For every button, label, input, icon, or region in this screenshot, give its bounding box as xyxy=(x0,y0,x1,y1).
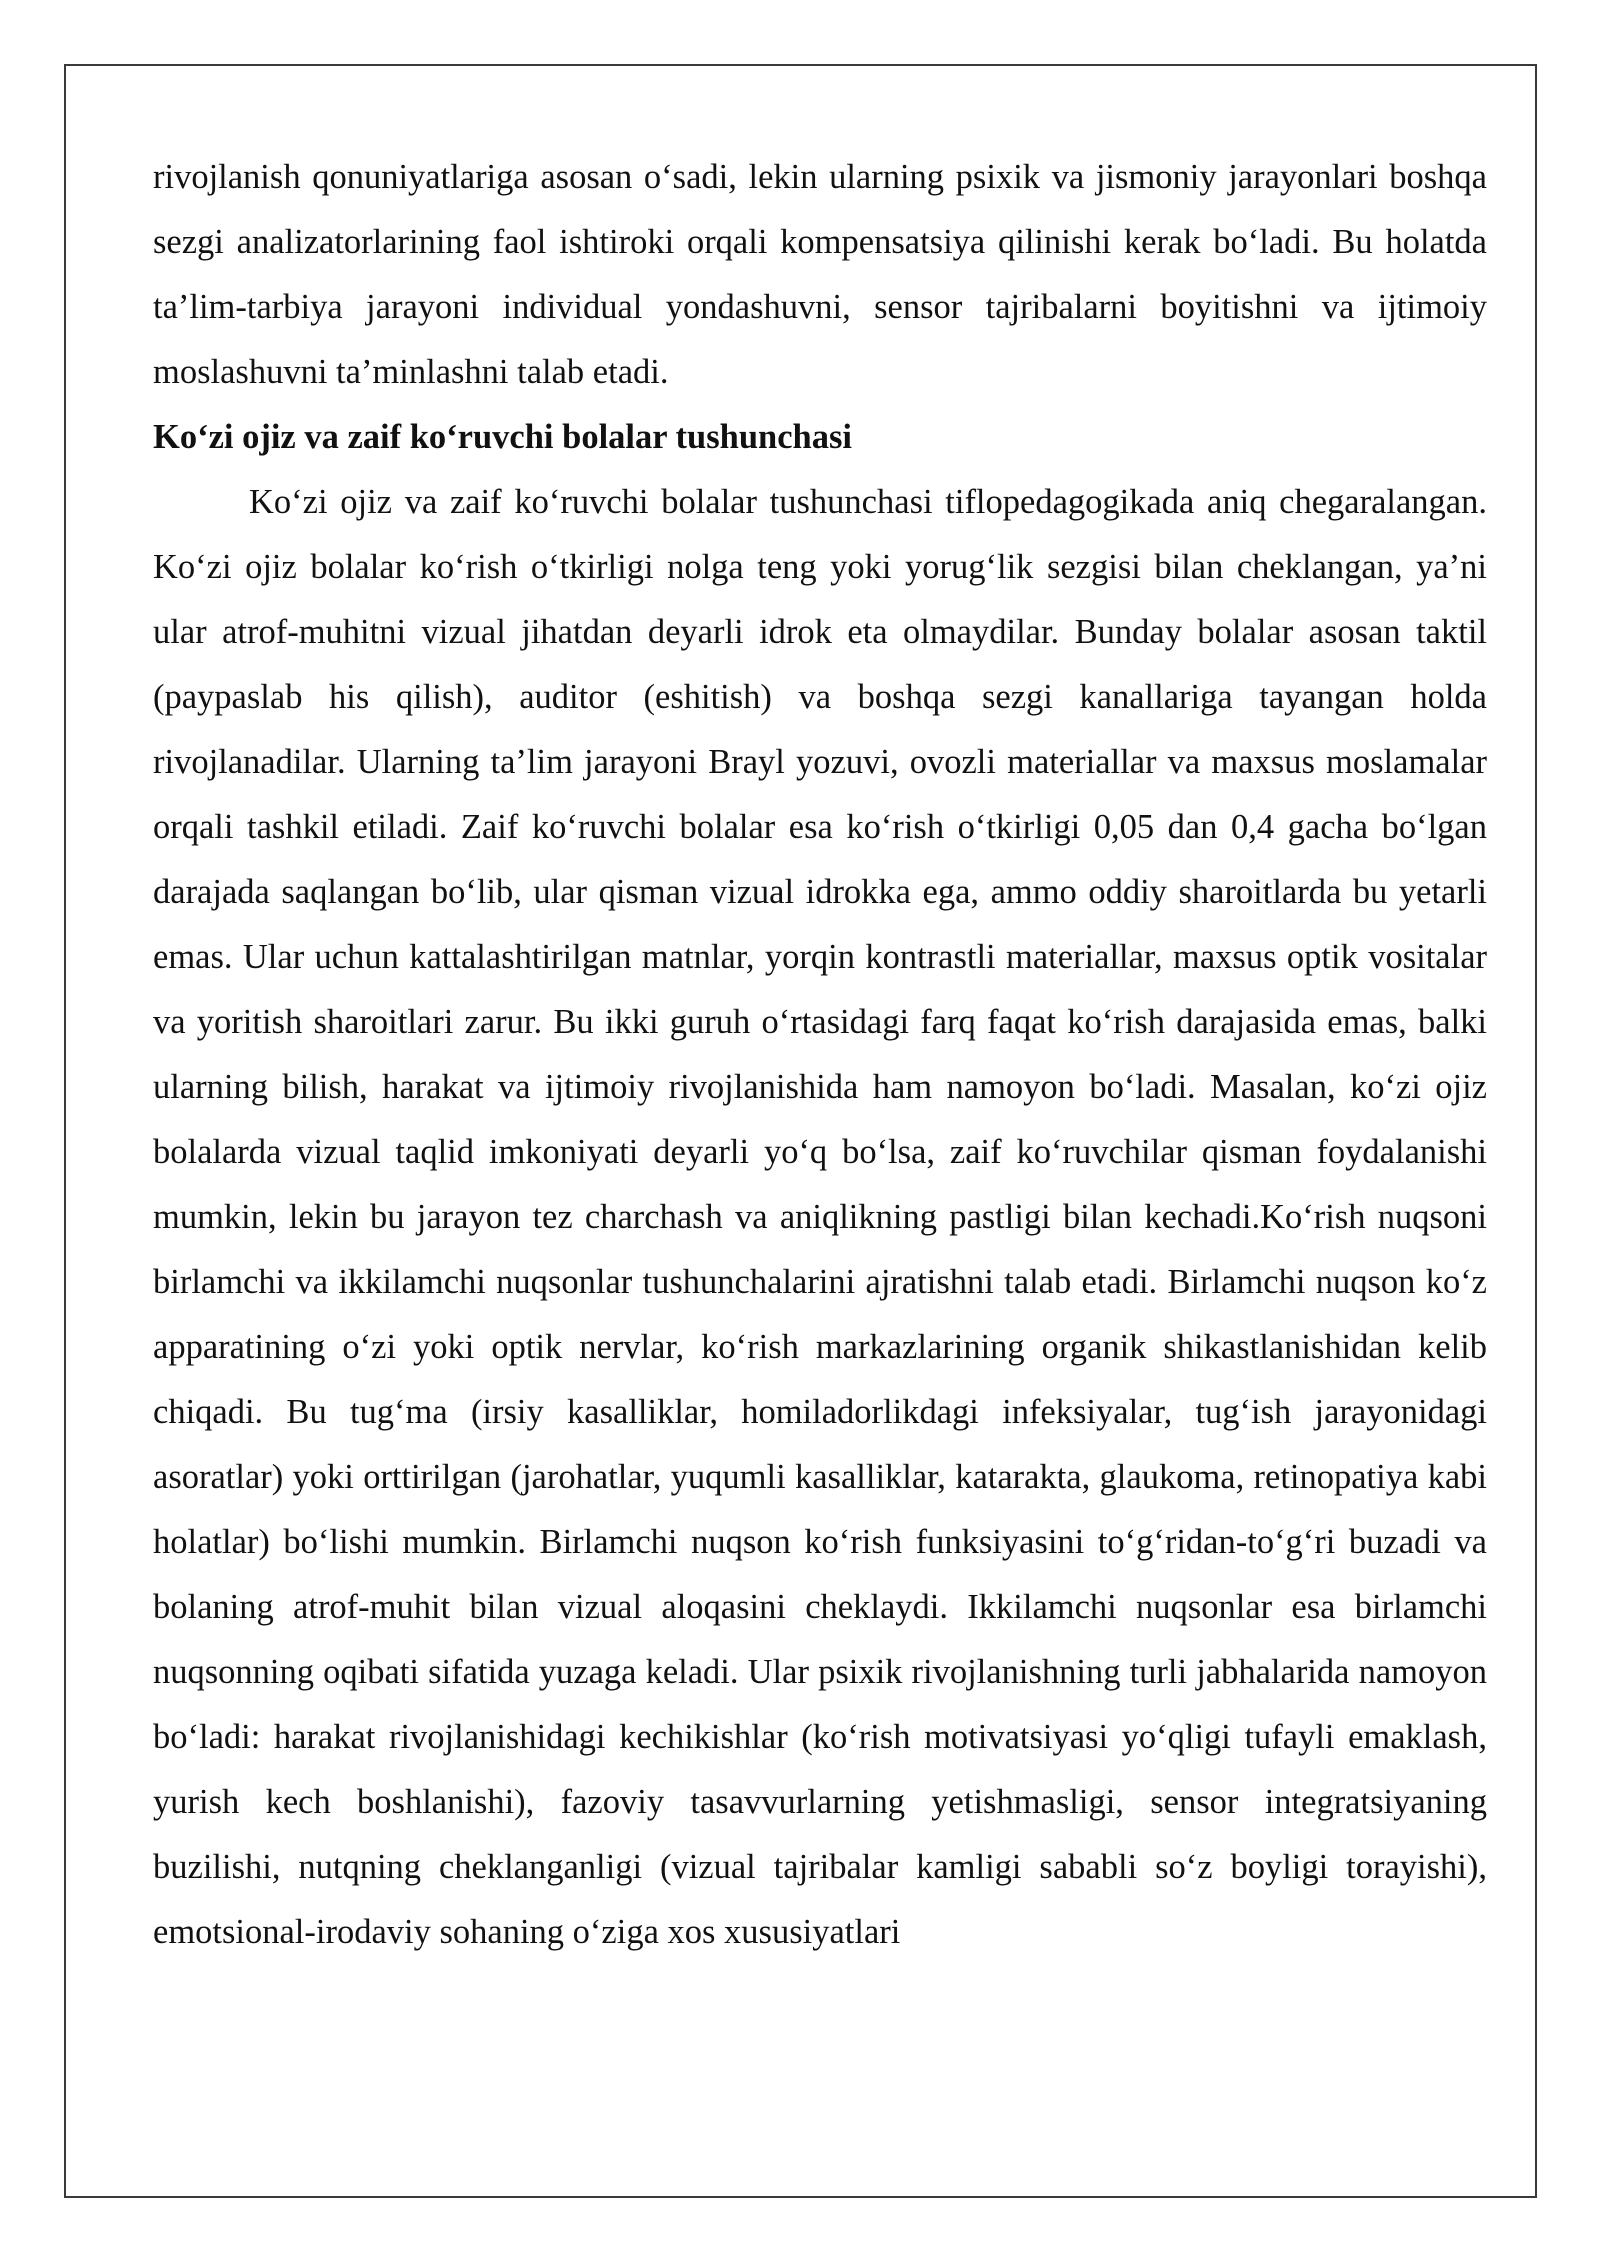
section-heading: Ko‘zi ojiz va zaif ko‘ruvchi bolalar tushunchasi xyxy=(153,418,852,456)
document-body xyxy=(153,145,1487,1965)
paragraph-continued: rivojlanish qonuniyatlariga asosan o‘sadi, lekin ularning psixik va jismoniy jarayonlari boshqa sezgi analizatorlarining faol ishtiroki orqali kompensatsiya qilinishi kerak bo‘ladi. Bu holatda ta’lim-tarbiya jarayoni individual yondashuvni, sensor tajribalarni boyitishni va ijtimoiy moslashuvni ta’minlashni talab etadi. xyxy=(153,158,1487,391)
paragraph-main: Ko‘zi ojiz va zaif ko‘ruvchi bolalar tushunchasi tiflopedagogikada aniq chegaralangan. Ko‘zi ojiz bolalar ko‘rish o‘tkirligi nolga teng yoki yorug‘lik sezgisi bilan cheklangan, ya’ni ular atrof-muhitni vizual jihatdan deyarli idrok eta olmaydilar. Bunday bolalar asosan taktil (paypaslab his qilish), auditor (eshitish) va boshqa sezgi kanallariga tayangan holda rivojlanadilar. Ularning ta’lim jarayoni Brayl yozuvi, ovozli materiallar va maxsus moslamalar orqali tashkil etiladi. Zaif ko‘ruvchi bolalar esa ko‘rish o‘tkirligi 0,05 dan 0,4 gacha bo‘lgan darajada saqlangan bo‘lib, ular qisman vizual idrokka ega, ammo oddiy sharoitlarda bu yetarli emas. Ular uchun kattalashtirilgan matnlar, yorqin kontrastli materiallar, maxsus optik vositalar va yoritish sharoitlari zarur. Bu ikki guruh o‘rtasidagi farq faqat ko‘rish darajasida emas, balki ularning bilish, harakat va ijtimoiy rivojlanishida ham namoyon bo‘ladi. Masalan, ko‘zi ojiz bolalarda vizual taqlid imkoniyati deyarli yo‘q bo‘lsa, zaif ko‘ruvchilar qisman foydalanishi mumkin, lekin bu jarayon tez charchash va aniqlikning pastligi bilan kechadi.Ko‘rish nuqsoni birlamchi va ikkilamchi nuqsonlar tushunchalarini ajratishni talab etadi. Birlamchi nuqson ko‘z apparatining o‘zi yoki optik nervlar, ko‘rish markazlarining organik shikastlanishidan kelib chiqadi. Bu tug‘ma (irsiy kasalliklar, homiladorlikdagi infeksiyalar, tug‘ish jarayonidagi asoratlar) yoki orttirilgan (jarohatlar, yuqumli kasalliklar, katarakta, glaukoma, retinopatiya kabi holatlar) bo‘lishi mumkin. Birlamchi nuqson ko‘rish funksiyasini to‘g‘ridan-to‘g‘ri buzadi va bolaning atrof-muhit bilan vizual aloqasini cheklaydi. Ikkilamchi nuqsonlar esa birlamchi nuqsonning oqibati sifatida yuzaga keladi. Ular psixik rivojlanishning turli jabhalarida namoyon bo‘ladi: harakat rivojlanishidagi kechikishlar (ko‘rish motivatsiyasi yo‘qligi tufayli emaklash, yurish kech boshlanishi), fazoviy tasavvurlarning yetishmasligi, sensor integratsiyaning buzilishi, nutqning cheklanganligi (vizual tajribalar kamligi sababli so‘z boyligi torayishi), emotsional-irodaviy sohaning o‘ziga xos xususiyatlari xyxy=(153,483,1487,1951)
